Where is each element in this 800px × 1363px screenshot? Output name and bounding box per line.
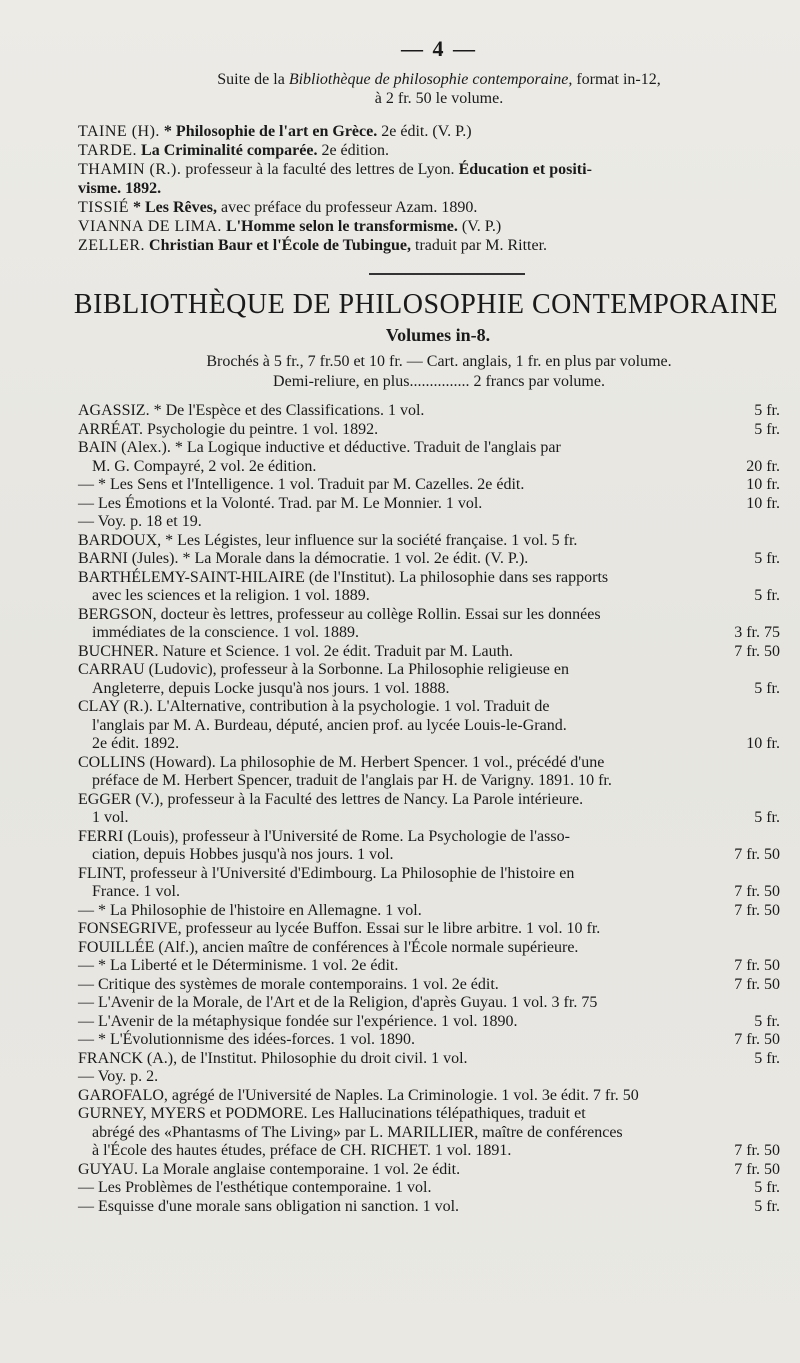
entry-text: — Voy. p. 2. bbox=[78, 1068, 159, 1085]
entry-price: 7 fr. 50 bbox=[734, 1142, 780, 1159]
list-item bbox=[78, 122, 780, 141]
catalog-entry-line bbox=[78, 402, 780, 421]
catalog-entry-line bbox=[78, 957, 780, 976]
catalog-entry-line bbox=[78, 1124, 780, 1143]
suite-series-title: Bibliothèque de philosophie contemporaine, bbox=[288, 71, 573, 88]
catalog-entry-line bbox=[78, 809, 780, 828]
catalog-entry bbox=[78, 1013, 780, 1032]
entry-text: — Les Émotions et la Volonté. Trad. par M. Le Monnier. 1 vol. bbox=[78, 494, 483, 512]
entry-text: ARRÉAT. Psychologie du peintre. 1 vol. 1892. bbox=[78, 420, 379, 438]
catalog-entry bbox=[78, 939, 780, 958]
catalog-entry-line bbox=[78, 624, 780, 643]
entry-text: FERRI (Louis), professeur à l'Université de Rome. La Psychologie de l'asso- bbox=[78, 827, 570, 845]
page-number: — 4 — bbox=[401, 36, 477, 61]
entry-price: 5 fr. bbox=[754, 587, 780, 604]
entry-author: TAINE (H). bbox=[78, 123, 160, 140]
entry-text: avec les sciences et la religion. 1 vol. 1889. bbox=[92, 587, 370, 604]
catalog-entry-line bbox=[78, 865, 780, 884]
entry-text: — Esquisse d'une morale sans obligation ni sanction. 1 vol. bbox=[78, 1197, 460, 1215]
entry-text: GUYAU. La Morale anglaise contemporaine. 1 vol. 2e édit. bbox=[78, 1160, 461, 1178]
entry-price: 5 fr. bbox=[754, 550, 780, 567]
catalog-entry-line bbox=[78, 421, 780, 440]
entry-text: EGGER (V.), professeur à la Faculté des lettres de Nancy. La Parole intérieure. bbox=[78, 790, 584, 808]
catalog-entry bbox=[78, 643, 780, 662]
catalog-entry bbox=[78, 1068, 780, 1087]
catalog-entry-line bbox=[78, 495, 780, 514]
entry-author: VIANNA DE LIMA. bbox=[78, 218, 222, 235]
entry-text: BERGSON, docteur ès lettres, professeur au collège Rollin. Essai sur les données bbox=[78, 605, 601, 623]
entry-text: Angleterre, depuis Locke jusqu'à nos jours. 1 vol. 1888. bbox=[92, 679, 450, 697]
entry-text: BAIN (Alex.). * La Logique inductive et déductive. Traduit de l'anglais par bbox=[78, 439, 561, 456]
suite-format: format in-12, bbox=[576, 71, 661, 88]
entry-price: 5 fr. bbox=[754, 420, 780, 438]
catalog-entry-line bbox=[78, 791, 780, 810]
catalog-entry-line bbox=[78, 920, 780, 939]
list-item bbox=[78, 198, 780, 217]
catalog-entry bbox=[78, 439, 780, 476]
catalog-entry bbox=[78, 1198, 780, 1217]
catalog-entry bbox=[78, 532, 780, 551]
entry-details: 2e édition. bbox=[321, 142, 389, 159]
entry-text: FRANCK (A.), de l'Institut. Philosophie du droit civil. 1 vol. bbox=[78, 1049, 468, 1067]
entry-price: 7 fr. 50 bbox=[734, 1031, 780, 1048]
entry-price: 5 fr. bbox=[754, 1049, 780, 1067]
entry-text: M. G. Compayré, 2 vol. 2e édition. bbox=[92, 457, 317, 475]
entry-author: TISSIÉ bbox=[78, 199, 129, 216]
catalog-entry bbox=[78, 754, 780, 791]
entry-text: — L'Avenir de la métaphysique fondée sur l'expérience. 1 vol. 1890. bbox=[78, 1012, 518, 1030]
entry-price: 10 fr. bbox=[746, 735, 780, 752]
section-divider bbox=[369, 273, 525, 275]
catalog-entry-line bbox=[78, 643, 780, 662]
entry-price: 5 fr. bbox=[754, 1179, 780, 1196]
entry-title: * Philosophie de l'art en Grèce. bbox=[163, 123, 378, 140]
catalog-entry bbox=[78, 902, 780, 921]
catalog-entry-line bbox=[78, 1087, 780, 1106]
entry-text: GAROFALO, agrégé de l'Université de Naples. La Criminologie. 1 vol. 3e édit. 7 fr. 50 bbox=[78, 1086, 639, 1104]
catalog-entry-line bbox=[78, 846, 780, 865]
section-subtitle: Volumes in-8. bbox=[385, 325, 491, 345]
entry-price: 7 fr. 50 bbox=[734, 975, 780, 993]
suite-header-line1 bbox=[98, 70, 780, 89]
entry-text: — * La Philosophie de l'histoire en Allemagne. 1 vol. bbox=[78, 901, 422, 919]
catalog-entry-line bbox=[78, 828, 780, 847]
catalog-entry-line bbox=[78, 532, 780, 551]
entry-text: — * L'Évolutionnisme des idées-forces. 1 vol. 1890. bbox=[78, 1031, 416, 1048]
entry-text: 2e édit. 1892. bbox=[92, 735, 180, 752]
entry-text: BARNI (Jules). * La Morale dans la démocratie. 1 vol. 2e édit. (V. P.). bbox=[78, 550, 529, 567]
suite-price: à 2 fr. 50 le volume. bbox=[374, 90, 504, 107]
catalog-entry-line bbox=[78, 458, 780, 477]
catalog-entry bbox=[78, 976, 780, 995]
catalog-entry-line bbox=[78, 939, 780, 958]
catalog-entry bbox=[78, 791, 780, 828]
entry-text: BARDOUX, * Les Légistes, leur influence sur la société française. 1 vol. 5 fr. bbox=[78, 531, 578, 549]
catalog-entry bbox=[78, 828, 780, 865]
entry-price: 10 fr. bbox=[746, 476, 780, 493]
catalog-entry bbox=[78, 550, 780, 569]
catalog-entry-line bbox=[78, 439, 780, 458]
entry-text: CLAY (R.). L'Alternative, contribution à la psychologie. 1 vol. Traduit de bbox=[78, 698, 550, 715]
catalog-entry-line bbox=[78, 717, 780, 736]
catalog-entry-line bbox=[78, 883, 780, 902]
catalog-entry-line bbox=[78, 698, 780, 717]
catalog-entry bbox=[78, 421, 780, 440]
catalog-entry bbox=[78, 661, 780, 698]
catalog-entry-line bbox=[78, 1050, 780, 1069]
pricing-line: Demi-reliure, en plus............... 2 francs par volume. bbox=[273, 373, 605, 390]
entry-details: 2e édit. (V. P.) bbox=[381, 123, 472, 140]
entry-author: ZELLER. bbox=[78, 237, 146, 254]
catalog-entry bbox=[78, 1161, 780, 1180]
catalog-entry-line bbox=[78, 1198, 780, 1217]
catalog-entry bbox=[78, 513, 780, 532]
entry-title: Christian Baur et l'École de Tubingue, bbox=[149, 237, 412, 254]
entry-text: FOUILLÉE (Alf.), ancien maître de conférences à l'École normale supérieure. bbox=[78, 938, 579, 956]
list-item bbox=[78, 160, 780, 198]
catalog-list bbox=[78, 402, 780, 1216]
entry-details: (V. P.) bbox=[461, 218, 502, 235]
entry-price: 7 fr. 50 bbox=[734, 883, 780, 900]
catalog-entry-line bbox=[78, 1179, 780, 1198]
entry-title: L'Homme selon le transformisme. bbox=[225, 218, 458, 235]
list-item bbox=[78, 217, 780, 236]
catalog-entry-line bbox=[78, 1105, 780, 1124]
section-title: BIBLIOTHÈQUE DE PHILOSOPHIE CONTEMPORAINE bbox=[73, 289, 779, 320]
entry-price: 5 fr. bbox=[754, 402, 780, 419]
entry-price: 7 fr. 50 bbox=[734, 642, 780, 660]
catalog-entry bbox=[78, 920, 780, 939]
entry-text: à l'École des hautes études, préface de CH. RICHET. 1 vol. 1891. bbox=[92, 1142, 512, 1159]
entry-price: 7 fr. 50 bbox=[734, 901, 780, 919]
catalog-entry-line bbox=[78, 550, 780, 569]
entry-text: BUCHNER. Nature et Science. 1 vol. 2e édit. Traduit par M. Lauth. bbox=[78, 642, 514, 660]
suite-prefix: Suite de la bbox=[217, 71, 285, 88]
entry-title: La Criminalité comparée. bbox=[141, 142, 318, 159]
entry-text: 1 vol. bbox=[92, 809, 129, 826]
entry-text: — Voy. p. 18 et 19. bbox=[78, 513, 202, 530]
entry-text: l'anglais par M. A. Burdeau, député, ancien prof. au lycée Louis-le-Grand. bbox=[92, 716, 567, 734]
entry-text: préface de M. Herbert Spencer, traduit de l'anglais par H. de Varigny. 1891. 10 fr. bbox=[92, 772, 612, 789]
entry-price: 20 fr. bbox=[746, 457, 780, 475]
entry-text: — Critique des systèmes de morale contemporains. 1 vol. 2e édit. bbox=[78, 975, 499, 993]
catalog-entry-line bbox=[78, 1068, 780, 1087]
entry-price: 7 fr. 50 bbox=[734, 957, 780, 974]
entry-price: 10 fr. bbox=[746, 494, 780, 512]
catalog-entry bbox=[78, 1105, 780, 1161]
entry-text: — * La Liberté et le Déterminisme. 1 vol. 2e édit. bbox=[78, 957, 399, 974]
catalog-entry bbox=[78, 1179, 780, 1198]
entry-details: traduit par M. Ritter. bbox=[415, 237, 548, 254]
entry-price: 5 fr. bbox=[754, 679, 780, 697]
entry-price: 7 fr. 50 bbox=[734, 846, 780, 863]
catalog-entry bbox=[78, 1050, 780, 1069]
entry-title-continued: visme. 1892. bbox=[78, 180, 162, 197]
entry-price: 5 fr. bbox=[754, 1197, 780, 1215]
entry-text: — * Les Sens et l'Intelligence. 1 vol. Traduit par M. Cazelles. 2e édit. bbox=[78, 476, 525, 493]
catalog-entry bbox=[78, 476, 780, 495]
catalog-entry-line bbox=[78, 1142, 780, 1161]
catalog-entry-line bbox=[78, 976, 780, 995]
suite-header bbox=[98, 70, 780, 108]
catalog-entry-line bbox=[78, 661, 780, 680]
catalog-entry-line bbox=[78, 994, 780, 1013]
catalog-entry bbox=[78, 402, 780, 421]
entry-text: France. 1 vol. bbox=[92, 883, 180, 900]
list-item bbox=[78, 141, 780, 160]
entry-text: ciation, depuis Hobbes jusqu'à nos jours. 1 vol. bbox=[92, 846, 394, 863]
catalog-entry-line bbox=[78, 1161, 780, 1180]
entry-text: FONSEGRIVE, professeur au lycée Buffon. Essai sur le libre arbitre. 1 vol. 10 fr. bbox=[78, 920, 601, 937]
entry-title: * Les Rêves, bbox=[133, 199, 217, 216]
catalog-entry bbox=[78, 569, 780, 606]
catalog-entry-line bbox=[78, 902, 780, 921]
entry-details: professeur à la faculté des lettres de Lyon. bbox=[185, 161, 455, 178]
entry-text: abrégé des «Phantasms of The Living» par L. MARILLIER, maître de conférences bbox=[92, 1123, 623, 1141]
catalog-entry-line bbox=[78, 1031, 780, 1050]
entry-author: THAMIN (R.). bbox=[78, 161, 182, 178]
entry-text: AGASSIZ. * De l'Espèce et des Classifications. 1 vol. bbox=[78, 402, 425, 419]
entry-price: 3 fr. 75 bbox=[734, 624, 780, 641]
catalog-entry-line bbox=[78, 735, 780, 754]
catalog-entry-line bbox=[78, 569, 780, 588]
catalog-entry bbox=[78, 865, 780, 902]
catalog-entry-line bbox=[78, 587, 780, 606]
entry-text: FLINT, professeur à l'Université d'Edimbourg. La Philosophie de l'histoire en bbox=[78, 864, 575, 882]
entry-text: CARRAU (Ludovic), professeur à la Sorbonne. La Philosophie religieuse en bbox=[78, 661, 570, 678]
catalog-entry bbox=[78, 606, 780, 643]
entry-text: BARTHÉLEMY-SAINT-HILAIRE (de l'Institut). La philosophie dans ses rapports bbox=[78, 568, 609, 586]
suite-list bbox=[78, 122, 780, 255]
entry-title: Éducation et positi- bbox=[458, 161, 592, 178]
catalog-entry-line bbox=[78, 513, 780, 532]
catalog-entry-line bbox=[78, 1013, 780, 1032]
entry-price: 5 fr. bbox=[754, 1012, 780, 1030]
pricing-line: Brochés à 5 fr., 7 fr.50 et 10 fr. — Cart. anglais, 1 fr. en plus par volume. bbox=[206, 353, 672, 370]
entry-author: TARDE. bbox=[78, 142, 138, 159]
catalog-entry-line bbox=[78, 680, 780, 699]
catalog-entry-line bbox=[78, 606, 780, 625]
catalog-entry-line bbox=[78, 476, 780, 495]
catalog-entry bbox=[78, 994, 780, 1013]
entry-details: avec préface du professeur Azam. 1890. bbox=[220, 199, 478, 216]
catalog-entry bbox=[78, 495, 780, 514]
catalog-entry bbox=[78, 1031, 780, 1050]
entry-text: — Les Problèmes de l'esthétique contemporaine. 1 vol. bbox=[78, 1179, 432, 1196]
catalog-entry-line bbox=[78, 772, 780, 791]
entry-price: 5 fr. bbox=[754, 809, 780, 826]
entry-text: — L'Avenir de la Morale, de l'Art et de la Religion, d'après Guyau. 1 vol. 3 fr. 75 bbox=[78, 994, 598, 1011]
catalog-entry-line bbox=[78, 754, 780, 773]
list-item bbox=[78, 236, 780, 255]
entry-price: 7 fr. 50 bbox=[734, 1160, 780, 1178]
catalog-entry bbox=[78, 957, 780, 976]
catalog-entry bbox=[78, 1087, 780, 1106]
entry-text: COLLINS (Howard). La philosophie de M. Herbert Spencer. 1 vol., précédé d'une bbox=[78, 753, 605, 771]
entry-text: GURNEY, MYERS et PODMORE. Les Hallucinations télépathiques, traduit et bbox=[78, 1105, 586, 1122]
entry-text: immédiates de la conscience. 1 vol. 1889. bbox=[92, 624, 360, 641]
catalog-entry bbox=[78, 698, 780, 754]
